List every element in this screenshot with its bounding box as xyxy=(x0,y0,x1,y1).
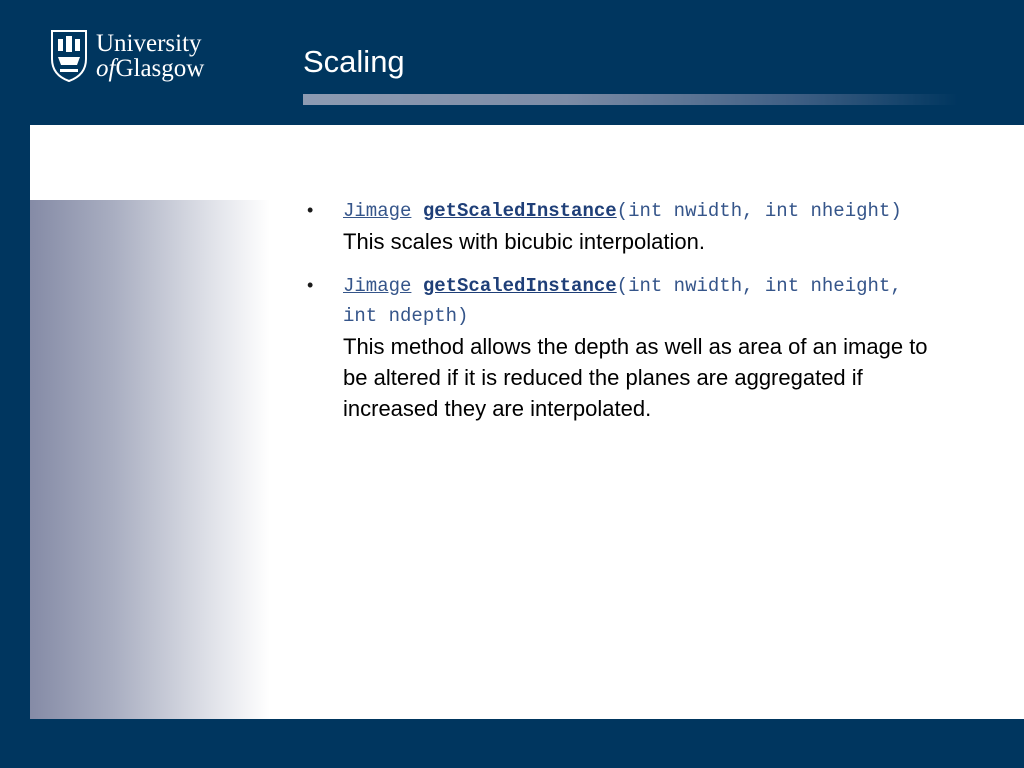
method-link[interactable]: getScaledInstance xyxy=(422,275,617,297)
method-link[interactable]: getScaledInstance xyxy=(422,200,617,222)
bullet-dot-icon: • xyxy=(307,200,314,220)
method-params: (int nwidth, int nheight) xyxy=(616,200,902,222)
title-underline-bar xyxy=(303,94,958,105)
bullet-dot-icon: • xyxy=(307,275,314,295)
side-gradient-panel xyxy=(30,200,270,719)
logo-line-glasgow xyxy=(96,56,204,81)
code-signature xyxy=(343,271,903,331)
type-link[interactable]: Jimage xyxy=(343,275,412,297)
bullet-item xyxy=(305,271,945,424)
university-crest-icon xyxy=(50,29,88,83)
slide-title: Scaling xyxy=(303,44,405,79)
logo-glasgow: Glasgow xyxy=(115,55,205,82)
bullet-list xyxy=(305,196,945,438)
bullet-item xyxy=(305,196,945,257)
code-signature xyxy=(343,196,903,226)
logo-of: of xyxy=(96,55,116,82)
bullet-description: This method allows the depth as well as area of an image to be altered if it is reduced the planes are aggregated if increased they are interpolated. xyxy=(343,334,928,421)
logo-line-university: University xyxy=(96,30,202,57)
method-params: (int nwidth, int nheight, int ndepth) xyxy=(343,275,902,327)
type-link[interactable]: Jimage xyxy=(343,200,412,222)
logo-wordmark xyxy=(96,31,204,81)
university-logo xyxy=(50,28,225,84)
bullet-description: This scales with bicubic interpolation. xyxy=(343,229,705,254)
